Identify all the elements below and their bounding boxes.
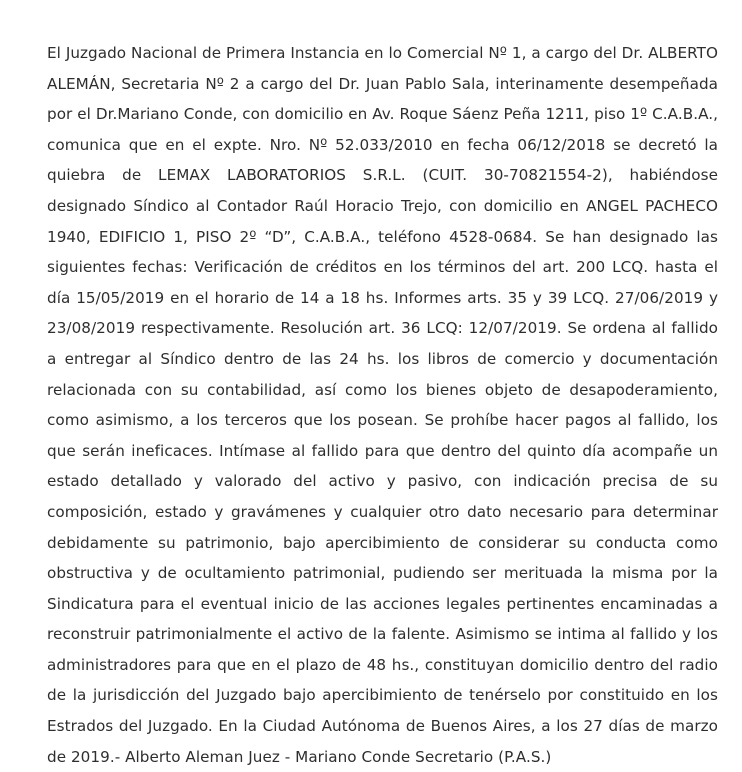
legal-notice-body: El Juzgado Nacional de Primera Instancia en lo Comercial Nº 1, a cargo del Dr. ALBERTO ALEMÁN, Secretaria Nº 2 a cargo del Dr. Juan Pablo Sala, interinamente desempeñada por el Dr.Mariano Conde, con domicilio en Av. Roque Sáenz Peña 1211, piso 1º C.A.B.A., comunica que en el expte. Nro. Nº 52.033/2010 en fecha 06/12/2018 se decretó la quiebra de LEMAX LABORATORIOS S.R.L. (CUIT. 30-70821554-2), habiéndose designado Síndico al Contador Raúl Horacio Trejo, con domicilio en ANGEL PACHECO 1940, EDIFICIO 1, PISO 2º “D”, C.A.B.A., teléfono 4528-0684. Se han designado las siguientes fechas: Verificación de créditos en los términos del art. 200 LCQ. hasta el día 15/05/2019 en el horario de 14 a 18 hs. Informes arts. 35 y 39 LCQ. 27/06/2019 y 23/08/2019 respectivamente. Resolución art. 36 LCQ: 12/07/2019. Se ordena al fallido a entregar al Síndico dentro de las 24 hs. los libros de comercio y documentación relacionada con su contabilidad, así como los bienes objeto de desapoderamiento, como asimismo, a los terceros que los posean. Se prohíbe hacer pagos al fallido, los que serán ineficaces. Intímase al fallido para que dentro del quinto día acompañe un estado detallado y valorado del activo y pasivo, con indicación precisa de su composición, estado y gravámenes y cualquier otro dato necesario para determinar debidamente su patrimonio, bajo apercibimiento de considerar su conducta como obstructiva y de ocultamiento patrimonial, pudiendo ser merituada la misma por la Sindicatura para el eventual inicio de las acciones legales pertinentes encaminadas a reconstruir patrimonialmente el activo de la falente. Asimismo se intima al fallido y los administradores para que en el plazo de 48 hs., constituyan domicilio dentro del radio de la jurisdicción del Juzgado bajo apercibimiento de tenérselo por constituido en los Estrados del Juzgado. En la Ciudad Autónoma de Buenos Aires, a los 27 días de marzo de 2019.- Alberto Aleman Juez - Mariano Conde Secretario (P.A.S.) — [47, 44, 718, 766]
